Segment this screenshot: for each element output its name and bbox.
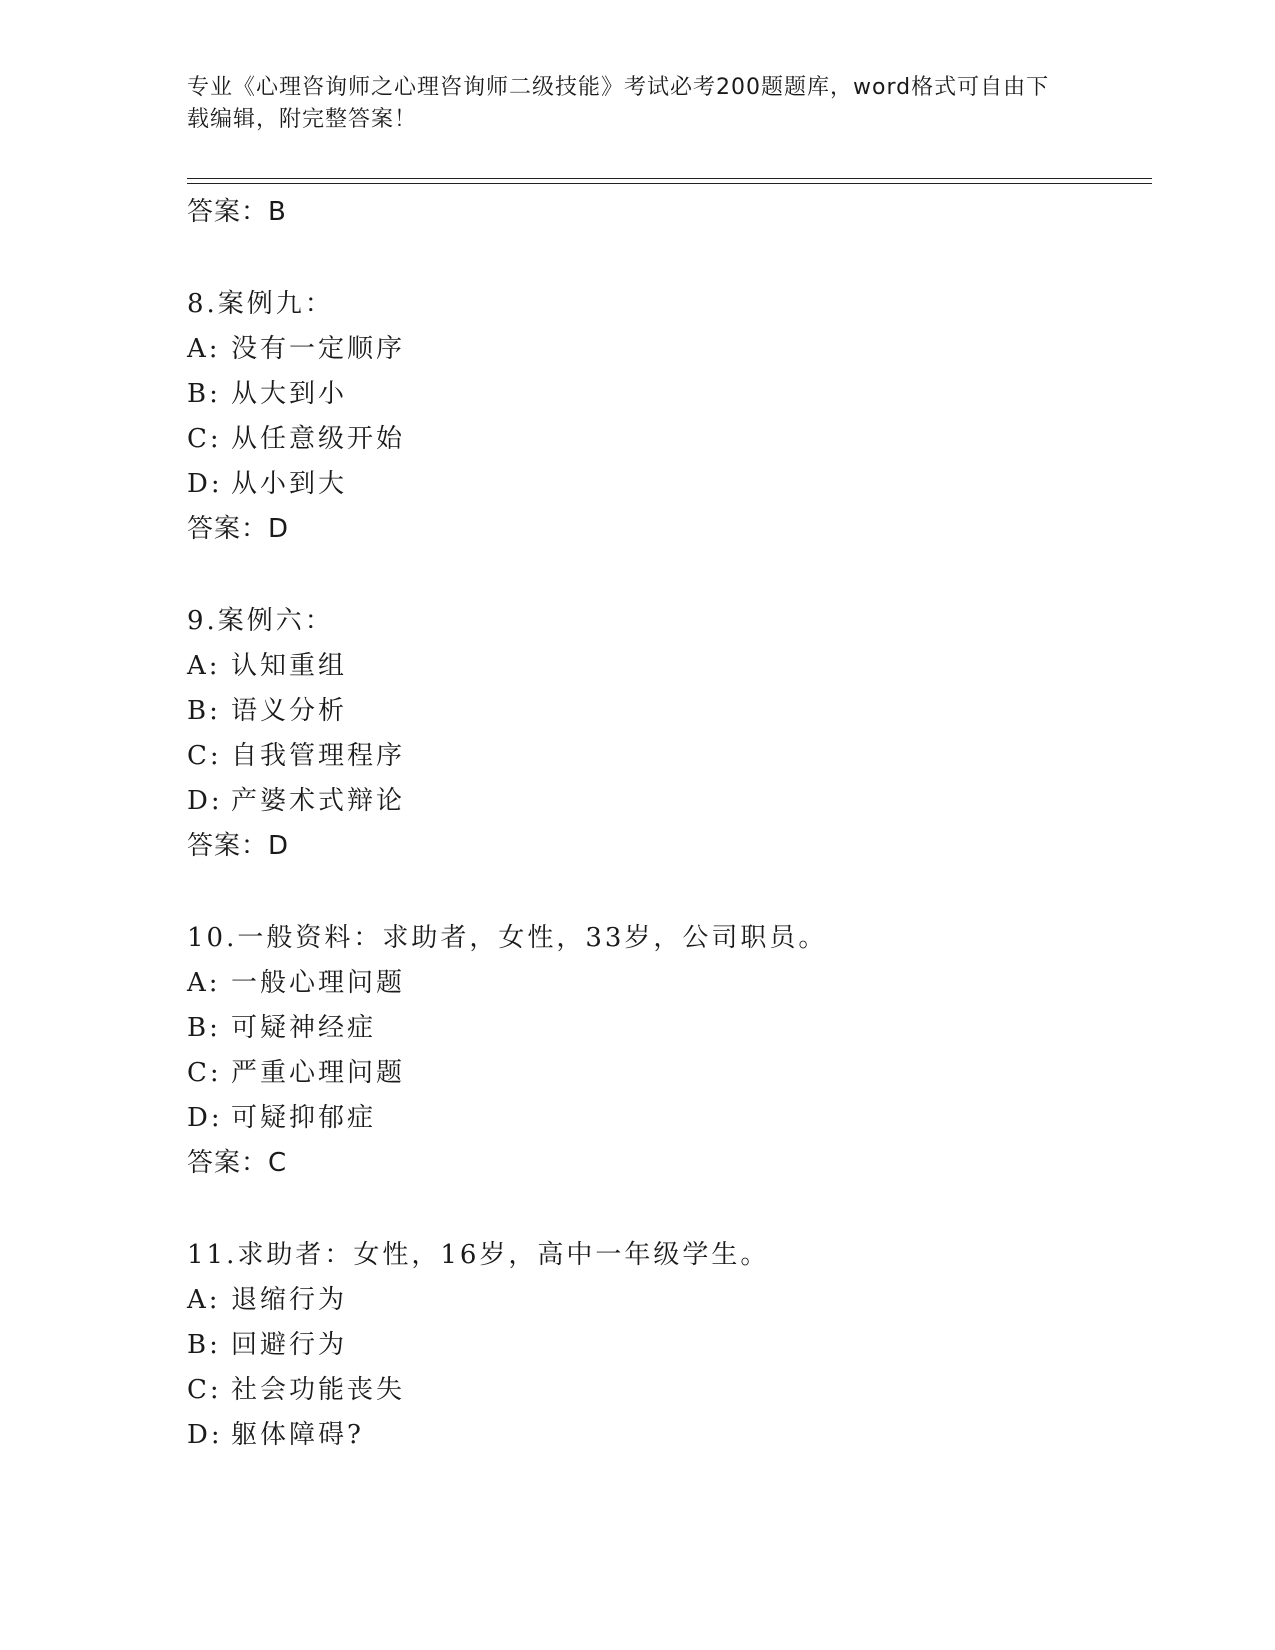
option-text: 从小到大 <box>231 469 348 499</box>
option-text: 可疑神经症 <box>231 1013 377 1043</box>
option-b <box>187 1323 1147 1368</box>
header-divider-bottom <box>187 183 1152 184</box>
question-title: 9.案例六： <box>187 606 334 636</box>
option-letter: B: <box>187 1013 221 1043</box>
question-list <box>187 190 1147 1458</box>
spacer <box>187 552 1147 599</box>
option-text: 一般心理问题 <box>231 968 406 998</box>
option-text: 躯体障碍? <box>231 1420 364 1450</box>
option-letter: C: <box>187 1375 222 1405</box>
option-text: 产婆术式辩论 <box>231 786 406 816</box>
header-divider-top <box>187 178 1152 179</box>
option-a <box>187 644 1147 689</box>
option-text: 从任意级开始 <box>231 424 406 454</box>
answer-line: 答案：B <box>187 197 287 227</box>
option-d <box>187 1413 1147 1458</box>
option-d <box>187 779 1147 824</box>
option-a <box>187 961 1147 1006</box>
option-letter: B: <box>187 379 221 409</box>
option-letter: D: <box>187 1420 223 1450</box>
option-c <box>187 734 1147 779</box>
question-title: 10.一般资料：求助者，女性，33岁，公司职员。 <box>187 923 828 953</box>
option-c <box>187 1368 1147 1413</box>
spacer <box>187 235 1147 282</box>
option-text: 退缩行为 <box>231 1285 348 1315</box>
option-a <box>187 327 1147 372</box>
answer-line: 答案：D <box>187 514 290 544</box>
option-letter: C: <box>187 1058 222 1088</box>
answer-line: 答案：D <box>187 831 290 861</box>
option-text: 严重心理问题 <box>231 1058 406 1088</box>
option-text: 可疑抑郁症 <box>231 1103 377 1133</box>
option-b <box>187 372 1147 417</box>
option-a <box>187 1278 1147 1323</box>
option-c <box>187 1051 1147 1096</box>
option-d <box>187 1096 1147 1141</box>
option-letter: C: <box>187 741 222 771</box>
option-letter: A: <box>187 1285 221 1315</box>
option-text: 社会功能丧失 <box>231 1375 406 1405</box>
question-title: 11.求助者：女性，16岁，高中一年级学生。 <box>187 1240 770 1270</box>
option-d <box>187 462 1147 507</box>
option-letter: A: <box>187 334 221 364</box>
option-letter: B: <box>187 1330 221 1360</box>
option-text: 语义分析 <box>231 696 348 726</box>
spacer <box>187 869 1147 916</box>
option-letter: D: <box>187 469 223 499</box>
spacer <box>187 1186 1147 1233</box>
option-b <box>187 1006 1147 1051</box>
option-letter: C: <box>187 424 222 454</box>
option-letter: D: <box>187 786 223 816</box>
document-header: 专业《心理咨询师之心理咨询师二级技能》考试必考200题题库，word格式可自由下载编辑，附完整答案！ <box>187 75 1050 132</box>
option-text: 没有一定顺序 <box>231 334 406 364</box>
option-c <box>187 417 1147 462</box>
option-letter: D: <box>187 1103 223 1133</box>
option-letter: A: <box>187 968 221 998</box>
answer-line: 答案：C <box>187 1148 288 1178</box>
option-b <box>187 689 1147 734</box>
question-title: 8.案例九： <box>187 289 334 319</box>
option-letter: B: <box>187 696 221 726</box>
option-text: 回避行为 <box>231 1330 348 1360</box>
option-text: 自我管理程序 <box>231 741 406 771</box>
option-text: 认知重组 <box>231 651 348 681</box>
option-text: 从大到小 <box>231 379 348 409</box>
option-letter: A: <box>187 651 221 681</box>
